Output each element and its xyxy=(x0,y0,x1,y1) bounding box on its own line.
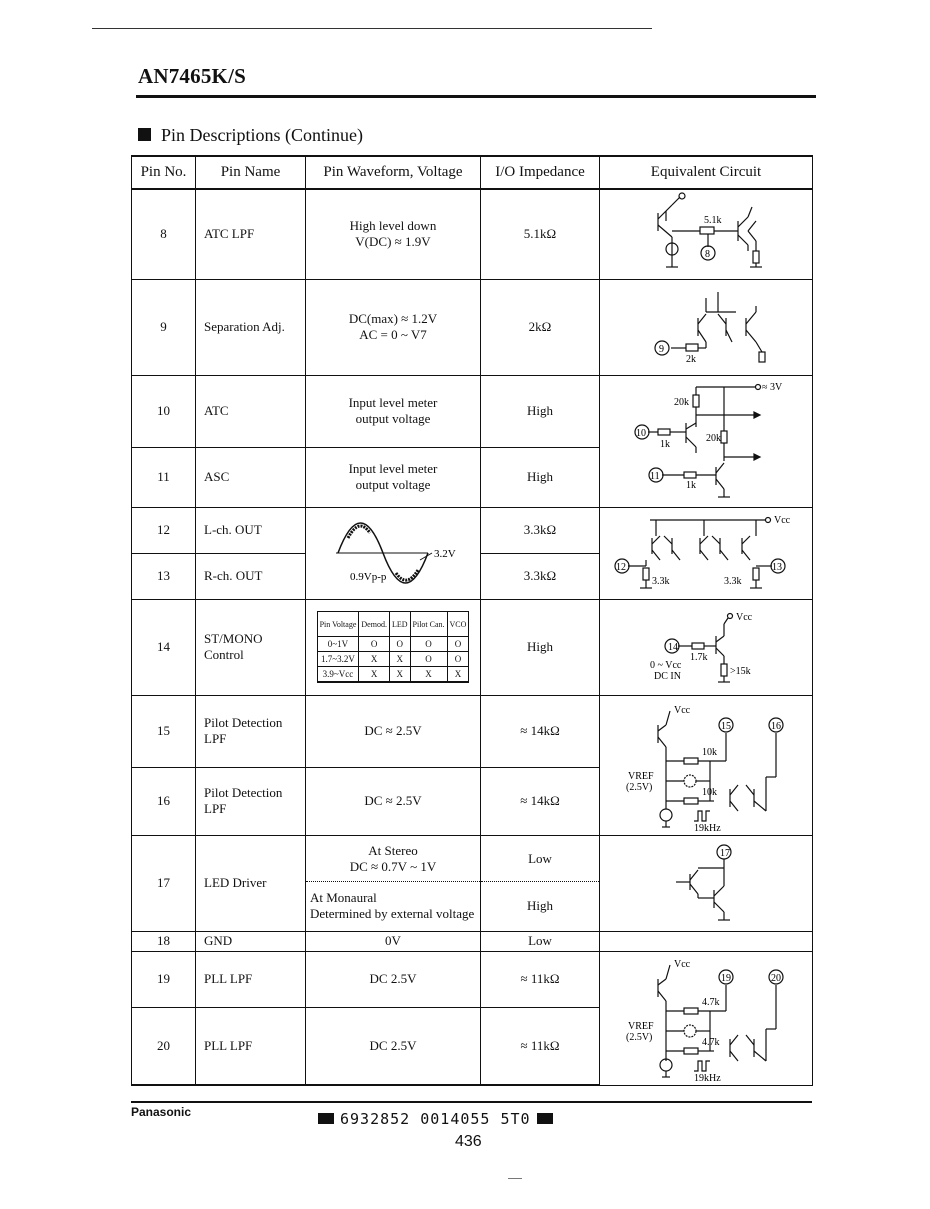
pin-number: 9 xyxy=(132,279,196,375)
truth-header: VCO xyxy=(447,612,469,637)
impedance: 5.1kΩ xyxy=(481,189,600,279)
waveform-text: Input level meter xyxy=(348,395,438,410)
pin-number: 19 xyxy=(132,951,196,1007)
pin-marker: 19 xyxy=(721,973,731,984)
waveform-text: output voltage xyxy=(355,477,431,492)
waveform-cell: DC 2.5V xyxy=(306,1007,481,1085)
square-bullet-icon xyxy=(138,128,151,141)
circuit-diagram xyxy=(606,377,806,505)
waveform-cell xyxy=(306,375,481,447)
page-number: 436 xyxy=(455,1133,482,1150)
impedance: 2kΩ xyxy=(481,279,600,375)
table-header-row xyxy=(132,156,813,189)
truth-cell: X xyxy=(359,667,390,683)
waveform-cell: DC ≈ 2.5V xyxy=(306,767,481,835)
pin-number: 8 xyxy=(132,189,196,279)
pin-marker: 10 xyxy=(636,428,646,439)
circuit-label: 20k xyxy=(706,433,721,444)
circuit-diagram xyxy=(606,602,806,692)
truth-table xyxy=(317,611,470,683)
pin-name: ST/MONO Control xyxy=(196,599,306,695)
pin-marker: 9 xyxy=(659,344,664,355)
code-text: 6932852 0014055 5T0 xyxy=(340,1110,531,1128)
pin-name: ASC xyxy=(196,447,306,507)
truth-cell: X xyxy=(389,652,410,667)
waveform-text: Input level meter xyxy=(348,461,438,476)
pin-number: 20 xyxy=(132,1007,196,1085)
impedance: ≈ 11kΩ xyxy=(481,1007,600,1085)
top-rule xyxy=(92,28,652,29)
waveform-cell: DC 2.5V xyxy=(306,951,481,1007)
truth-header: LED xyxy=(389,612,410,637)
circuit-label: 10k xyxy=(702,787,717,798)
truth-cell: 3.9~Vcc xyxy=(317,667,359,683)
table-row xyxy=(132,507,813,553)
equivalent-circuit-10-11 xyxy=(600,375,813,507)
impedance: Low xyxy=(481,837,599,882)
truth-cell: 1.7~3.2V xyxy=(317,652,359,667)
circuit-label: 4.7k xyxy=(702,1037,720,1048)
waveform-cell xyxy=(306,835,481,931)
truth-cell: X xyxy=(359,652,390,667)
code-block-icon xyxy=(537,1113,553,1124)
pin-number: 15 xyxy=(132,695,196,767)
circuit-label: >15k xyxy=(730,666,751,677)
vcc-label: Vcc xyxy=(674,705,691,716)
pp-voltage: 0.9Vp-p xyxy=(350,571,387,583)
table-row xyxy=(132,599,813,695)
circuit-label: (2.5V) xyxy=(626,782,653,793)
circuit-label: 3.3k xyxy=(652,576,670,587)
vcc-label: Vcc xyxy=(674,959,691,970)
waveform-cell xyxy=(306,189,481,279)
circuit-label: ≈ 3V xyxy=(762,382,783,393)
pin-name: PLL LPF xyxy=(196,1007,306,1085)
circuit-label: 3.3k xyxy=(724,576,742,587)
pin-number: 10 xyxy=(132,375,196,447)
impedance: ≈ 11kΩ xyxy=(481,951,600,1007)
waveform-cell xyxy=(306,279,481,375)
pin-marker: 16 xyxy=(771,721,781,732)
equivalent-circuit-19-20 xyxy=(600,951,813,1085)
circuit-diagram xyxy=(606,953,806,1083)
truth-header: Demod. xyxy=(359,612,390,637)
pin-name: LED Driver xyxy=(196,835,306,931)
pin-number: 13 xyxy=(132,553,196,599)
circuit-label: (2.5V) xyxy=(626,1032,653,1043)
circuit-diagram xyxy=(606,838,806,928)
impedance-cell xyxy=(481,835,600,931)
circuit-label: 0 ~ Vcc xyxy=(650,660,682,671)
empty-circuit xyxy=(600,931,813,951)
circuit-label: 1k xyxy=(660,439,670,450)
pin-name: ATC LPF xyxy=(196,189,306,279)
circuit-label: VREF xyxy=(628,1021,654,1032)
pin-name: L-ch. OUT xyxy=(196,507,306,553)
truth-cell: O xyxy=(447,637,469,652)
col-impedance: I/O Impedance xyxy=(481,156,600,189)
equivalent-circuit-17 xyxy=(600,835,813,931)
impedance: High xyxy=(481,375,600,447)
circuit-diagram xyxy=(606,697,806,833)
vcc-label: Vcc xyxy=(774,515,791,526)
waveform-text: Determined by external voltage xyxy=(310,905,475,921)
pin-number: 17 xyxy=(132,835,196,931)
circuit-diagram xyxy=(606,191,806,277)
col-waveform: Pin Waveform, Voltage xyxy=(306,156,481,189)
waveform-cell xyxy=(306,447,481,507)
vcc-label: Vcc xyxy=(736,612,753,623)
truth-table-cell xyxy=(306,599,481,695)
circuit-label: 5.1k xyxy=(704,215,722,227)
pin-marker: 15 xyxy=(721,721,731,732)
impedance: Low xyxy=(481,931,600,951)
truth-cell: X xyxy=(410,667,447,683)
truth-cell: O xyxy=(410,637,447,652)
code-block-icon xyxy=(318,1113,334,1124)
waveform-text: output voltage xyxy=(355,411,431,426)
pin-name: Pilot Detection LPF xyxy=(196,695,306,767)
circuit-diagram xyxy=(606,510,806,596)
pin-table xyxy=(131,155,813,1086)
pin-marker: 12 xyxy=(616,562,626,573)
pin-name: ATC xyxy=(196,375,306,447)
pin-number: 12 xyxy=(132,507,196,553)
table-row xyxy=(132,695,813,767)
waveform-text: AC = 0 ~ V7 xyxy=(359,327,427,342)
circuit-diagram xyxy=(606,282,806,372)
pin-number: 18 xyxy=(132,931,196,951)
impedance: ≈ 14kΩ xyxy=(481,767,600,835)
table-row xyxy=(132,279,813,375)
circuit-label: 4.7k xyxy=(702,997,720,1008)
pin-name: Pilot Detection LPF xyxy=(196,767,306,835)
stereo-block xyxy=(306,837,480,882)
waveform-cell: 0V xyxy=(306,931,481,951)
equivalent-circuit-8 xyxy=(600,189,813,279)
circuit-label: 10k xyxy=(702,747,717,758)
impedance: 3.3kΩ xyxy=(481,507,600,553)
circuit-label: 2k xyxy=(686,354,696,365)
table-row xyxy=(132,375,813,447)
pin-marker: 20 xyxy=(771,973,781,984)
truth-header: Pin Voltage xyxy=(317,612,359,637)
brand-logo: Panasonic xyxy=(131,1105,192,1119)
pin-name: PLL LPF xyxy=(196,951,306,1007)
impedance: High xyxy=(481,447,600,507)
circuit-label: 20k xyxy=(674,397,689,408)
table-row xyxy=(132,189,813,279)
truth-cell: X xyxy=(389,667,410,683)
peak-voltage: 3.2V xyxy=(434,548,456,560)
truth-cell: 0~1V xyxy=(317,637,359,652)
waveform-text: DC ≈ 0.7V ~ 1V xyxy=(349,858,437,874)
impedance: ≈ 14kΩ xyxy=(481,695,600,767)
circuit-label: 19kHz xyxy=(694,1073,721,1083)
waveform-text: V(DC) ≈ 1.9V xyxy=(355,234,431,250)
sine-waveform xyxy=(306,507,481,599)
pin-marker: 11 xyxy=(650,471,660,482)
waveform-text: At Monaural xyxy=(310,889,377,905)
equivalent-circuit-14 xyxy=(600,599,813,695)
col-pin-no: Pin No. xyxy=(132,156,196,189)
pin-number: 16 xyxy=(132,767,196,835)
impedance: High xyxy=(481,599,600,695)
circuit-label: DC IN xyxy=(654,671,681,682)
section-heading xyxy=(138,125,363,146)
pin-marker: 13 xyxy=(772,562,782,573)
pin-name: GND xyxy=(196,931,306,951)
pin-marker: 14 xyxy=(668,642,678,653)
pin-number: 14 xyxy=(132,599,196,695)
circuit-label: VREF xyxy=(628,771,654,782)
circuit-label: 1k xyxy=(686,480,696,491)
impedance: 3.3kΩ xyxy=(481,553,600,599)
section-title: Pin Descriptions (Continue) xyxy=(161,125,363,145)
title-rule xyxy=(136,95,816,98)
waveform-text: High level down xyxy=(349,218,437,234)
col-circuit: Equivalent Circuit xyxy=(600,156,813,189)
equivalent-circuit-9 xyxy=(600,279,813,375)
truth-header: Pilot Can. xyxy=(410,612,447,637)
table-row xyxy=(132,931,813,951)
table-row xyxy=(132,951,813,1007)
sine-wave-graph xyxy=(308,508,478,594)
truth-cell: X xyxy=(447,667,469,683)
monaural-block xyxy=(306,882,480,930)
truth-cell: O xyxy=(410,652,447,667)
truth-cell: O xyxy=(359,637,390,652)
pin-marker: 17 xyxy=(720,848,730,859)
document-title: AN7465K/S xyxy=(138,64,246,88)
circuit-label: 1.7k xyxy=(690,652,708,663)
col-pin-name: Pin Name xyxy=(196,156,306,189)
pin-name: Separation Adj. xyxy=(196,279,306,375)
equivalent-circuit-12-13 xyxy=(600,507,813,599)
footer-rule xyxy=(131,1101,812,1103)
impedance: High xyxy=(527,897,553,913)
scan-mark xyxy=(508,1178,522,1179)
truth-cell: O xyxy=(389,637,410,652)
equivalent-circuit-15-16 xyxy=(600,695,813,835)
circuit-label: 19kHz xyxy=(694,823,721,833)
pin-marker: 8 xyxy=(705,249,710,261)
waveform-text: DC(max) ≈ 1.2V xyxy=(348,311,438,326)
waveform-cell: DC ≈ 2.5V xyxy=(306,695,481,767)
truth-cell: O xyxy=(447,652,469,667)
waveform-text: At Stereo xyxy=(368,842,418,858)
table-row xyxy=(132,835,813,931)
pin-name: R-ch. OUT xyxy=(196,553,306,599)
pin-number: 11 xyxy=(132,447,196,507)
document-code xyxy=(312,1110,559,1128)
